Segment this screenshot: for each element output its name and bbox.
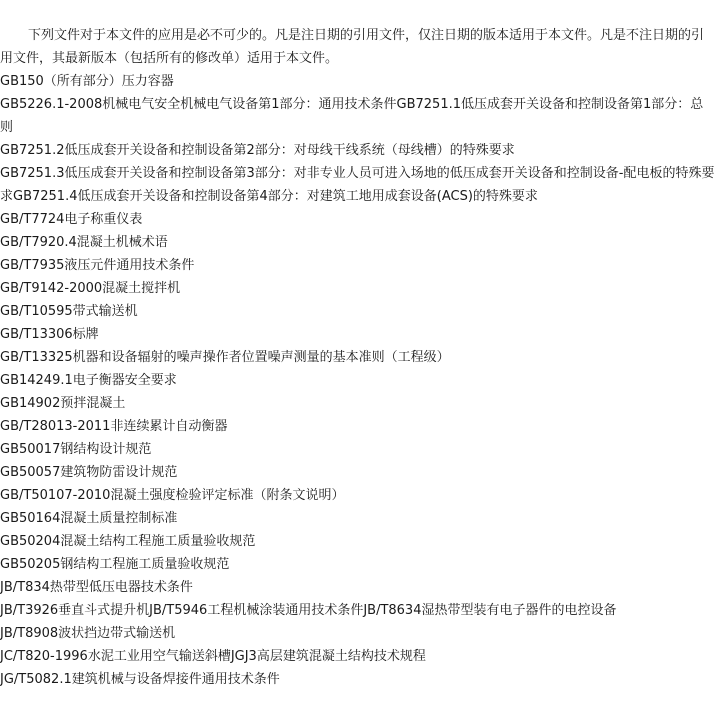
- reference-item: GB50205钢结构工程施工质量验收规范: [0, 557, 230, 572]
- reference-item: GB/T9142-2000混凝土搅拌机: [0, 281, 181, 296]
- reference-item: JB/T834热带型低压电器技术条件: [0, 580, 193, 595]
- reference-item: GB5226.1-2008机械电气安全机械电气设备第1部分：通用技术条件GB7251.1低压成套开关设备和控制设备第1部分：总则: [0, 97, 704, 135]
- reference-item: JC/T820-1996水泥工业用空气输送斜槽JGJ3高层建筑混凝土结构技术规程: [0, 649, 426, 664]
- reference-item: GB50057建筑物防雷设计规范: [0, 465, 178, 480]
- reference-item: GB/T7724电子称重仪表: [0, 212, 143, 227]
- reference-item: GB50204混凝土结构工程施工质量验收规范: [0, 534, 256, 549]
- reference-item: GB/T50107-2010混凝土强度检验评定标准（附条文说明）: [0, 488, 345, 503]
- reference-item: GB/T28013-2011非连续累计自动衡器: [0, 419, 228, 434]
- reference-item: GB7251.3低压成套开关设备和控制设备第3部分：对非专业人员可进入场地的低压成套开关设备和控制设备-配电板的特殊要求GB7251.4低压成套开关设备和控制设备第4部分：对建筑工地用成套设备(ACS)的特殊要求: [0, 166, 715, 204]
- reference-item: GB/T13325机器和设备辐射的噪声操作者位置噪声测量的基本准则（工程级）: [0, 350, 450, 365]
- reference-item: GB/T13306标牌: [0, 327, 99, 342]
- reference-item: GB/T7920.4混凝土机械术语: [0, 235, 168, 250]
- reference-item: GB50017钢结构设计规范: [0, 442, 152, 457]
- document-body: [0, 24, 716, 691]
- reference-item: JB/T8908波状挡边带式输送机: [0, 626, 176, 641]
- reference-item: GB14249.1电子衡器安全要求: [0, 373, 177, 388]
- reference-item: GB/T7935液压元件通用技术条件: [0, 258, 195, 273]
- reference-item: GB150（所有部分）压力容器: [0, 74, 174, 89]
- reference-list: [0, 70, 716, 691]
- reference-item: JG/T5082.1建筑机械与设备焊接件通用技术条件: [0, 672, 280, 687]
- intro-paragraph: 下列文件对于本文件的应用是必不可少的。凡是注日期的引用文件，仅注日期的版本适用于本文件。凡是不注日期的引用文件，其最新版本（包括所有的修改单）适用于本文件。: [0, 28, 705, 66]
- reference-item: GB/T10595带式输送机: [0, 304, 138, 319]
- reference-item: JB/T3926垂直斗式提升机JB/T5946工程机械涂装通用技术条件JB/T8634湿热带型装有电子器件的电控设备: [0, 603, 617, 618]
- reference-item: GB14902预拌混凝土: [0, 396, 126, 411]
- reference-item: GB7251.2低压成套开关设备和控制设备第2部分：对母线干线系统（母线槽）的特殊要求: [0, 143, 515, 158]
- reference-item: GB50164混凝土质量控制标准: [0, 511, 178, 526]
